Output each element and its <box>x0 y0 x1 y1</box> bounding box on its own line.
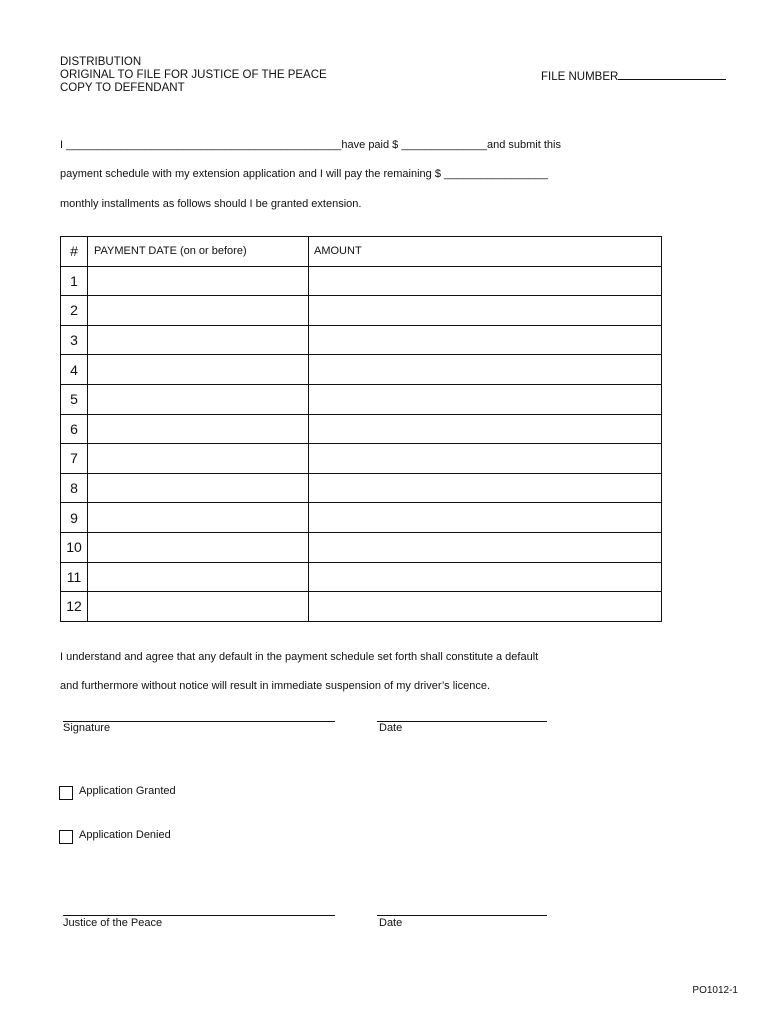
payment-date-cell[interactable] <box>88 503 309 533</box>
payment-date-cell[interactable] <box>88 473 309 503</box>
header-amount: AMOUNT <box>309 237 662 267</box>
amount-cell[interactable] <box>309 355 662 385</box>
row-number: 8 <box>61 473 88 503</box>
row-number: 7 <box>61 444 88 474</box>
amount-cell[interactable] <box>309 503 662 533</box>
agreement-line-1: I understand and agree that any default in the payment schedule set forth shall constitute a default <box>60 651 539 663</box>
justice-signature-line[interactable] <box>63 915 335 916</box>
amount-cell[interactable] <box>309 532 662 562</box>
file-number-label: FILE NUMBER <box>541 71 619 83</box>
application-granted-label: Application Granted <box>79 785 176 797</box>
application-granted-checkbox[interactable] <box>59 786 73 800</box>
table-row <box>61 355 662 385</box>
file-number <box>541 69 726 83</box>
justice-label: Justice of the Peace <box>63 917 163 929</box>
table-row <box>61 325 662 355</box>
distribution-original: ORIGINAL TO FILE FOR JUSTICE OF THE PEACE <box>60 69 327 81</box>
statement-line-3: monthly installments as follows should I be granted extension. <box>60 198 362 210</box>
amount-cell[interactable] <box>309 266 662 296</box>
amount-cell[interactable] <box>309 562 662 592</box>
table-header-row <box>61 237 662 267</box>
payment-date-cell[interactable] <box>88 355 309 385</box>
justice-date-line[interactable] <box>377 915 547 916</box>
amount-cell[interactable] <box>309 592 662 622</box>
row-number: 5 <box>61 384 88 414</box>
amount-cell[interactable] <box>309 473 662 503</box>
amount-cell[interactable] <box>309 414 662 444</box>
row-number: 1 <box>61 266 88 296</box>
amount-cell[interactable] <box>309 444 662 474</box>
payment-date-cell[interactable] <box>88 532 309 562</box>
amount-cell[interactable] <box>309 296 662 326</box>
signature-date-line[interactable] <box>377 721 547 722</box>
distribution-title: DISTRIBUTION <box>60 56 142 68</box>
form-code: PO1012-1 <box>692 985 738 996</box>
payment-date-cell[interactable] <box>88 266 309 296</box>
table-row <box>61 532 662 562</box>
payment-date-cell[interactable] <box>88 384 309 414</box>
payment-date-cell[interactable] <box>88 592 309 622</box>
table-row <box>61 296 662 326</box>
application-denied-checkbox[interactable] <box>59 830 73 844</box>
payment-date-cell[interactable] <box>88 444 309 474</box>
payment-date-cell[interactable] <box>88 325 309 355</box>
amount-cell[interactable] <box>309 384 662 414</box>
table-row <box>61 266 662 296</box>
row-number: 9 <box>61 503 88 533</box>
table-row <box>61 473 662 503</box>
distribution-block <box>60 56 327 95</box>
file-number-field[interactable] <box>618 69 726 80</box>
row-number: 10 <box>61 532 88 562</box>
table-row <box>61 414 662 444</box>
payment-date-cell[interactable] <box>88 414 309 444</box>
signature-label: Signature <box>63 722 111 734</box>
distribution-copy: COPY TO DEFENDANT <box>60 82 185 94</box>
table-row <box>61 444 662 474</box>
table-row <box>61 503 662 533</box>
row-number: 3 <box>61 325 88 355</box>
header-payment-date: PAYMENT DATE (on or before) <box>88 237 309 267</box>
statement-line-1: I _____________________________________________have paid $ ______________and submit this <box>60 139 561 151</box>
payment-date-cell[interactable] <box>88 562 309 592</box>
statement-line-2: payment schedule with my extension application and I will pay the remaining $ _________________ <box>60 168 548 180</box>
payment-schedule-table <box>60 236 662 622</box>
table-row <box>61 384 662 414</box>
header-number: # <box>61 237 88 267</box>
table-row <box>61 592 662 622</box>
row-number: 4 <box>61 355 88 385</box>
row-number: 2 <box>61 296 88 326</box>
row-number: 11 <box>61 562 88 592</box>
row-number: 6 <box>61 414 88 444</box>
row-number: 12 <box>61 592 88 622</box>
amount-cell[interactable] <box>309 325 662 355</box>
payment-date-cell[interactable] <box>88 296 309 326</box>
application-denied-label: Application Denied <box>79 829 171 841</box>
signature-date-label: Date <box>379 722 403 734</box>
agreement-line-2: and furthermore without notice will result in immediate suspension of my driver’s licence. <box>60 680 491 692</box>
justice-date-label: Date <box>379 917 403 929</box>
table-row <box>61 562 662 592</box>
